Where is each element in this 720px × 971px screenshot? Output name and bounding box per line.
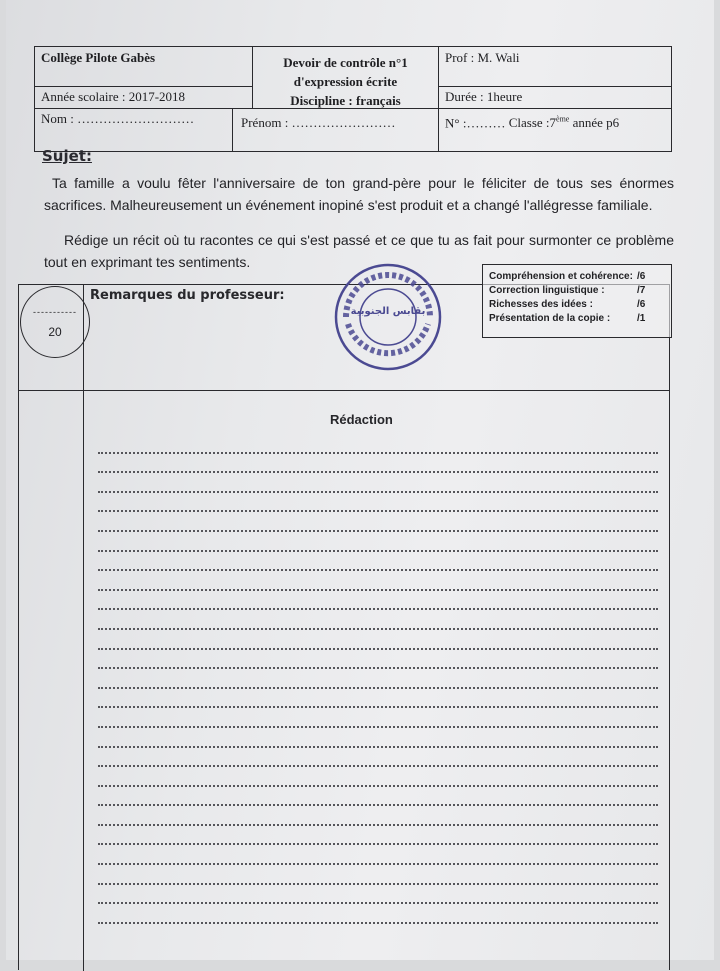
name-field[interactable]: Nom : ………………………: [35, 109, 233, 151]
criterion-points: /6: [637, 299, 646, 310]
header-table: [34, 46, 672, 152]
class-field: [509, 115, 619, 130]
writing-line[interactable]: [98, 493, 658, 513]
writing-line[interactable]: [98, 532, 658, 552]
exam-sheet: [6, 0, 714, 960]
writing-line[interactable]: [98, 630, 658, 650]
writing-line[interactable]: [98, 748, 658, 768]
grade-blank: -----------: [33, 307, 77, 317]
exam-duration: Durée : 1heure: [439, 87, 671, 109]
writing-line[interactable]: [98, 689, 658, 709]
writing-lines[interactable]: [98, 434, 658, 924]
class-sup: ème: [556, 115, 570, 124]
criterion-points: /1: [637, 313, 646, 324]
writing-margin: [83, 391, 84, 971]
exam-title-line1: Devoir de contrôle n°1: [283, 55, 408, 70]
firstname-field[interactable]: Prénom : ……………………: [233, 109, 439, 151]
writing-line[interactable]: [98, 826, 658, 846]
writing-line[interactable]: [98, 591, 658, 611]
writing-line[interactable]: [98, 865, 658, 885]
writing-line[interactable]: [98, 787, 658, 807]
writing-line[interactable]: [98, 728, 658, 748]
writing-line[interactable]: [98, 512, 658, 532]
class-prefix: Classe :7: [508, 115, 557, 131]
criterion-points: /6: [637, 271, 646, 282]
writing-line[interactable]: [98, 904, 658, 924]
writing-line[interactable]: [98, 708, 658, 728]
criterion-row: [489, 284, 665, 298]
writing-line[interactable]: [98, 669, 658, 689]
class-suffix: année p6: [569, 115, 620, 131]
criterion-label: Compréhension et cohérence:: [489, 271, 633, 282]
writing-heading: Rédaction: [330, 412, 393, 427]
criterion-label: Correction linguistique :: [489, 285, 605, 296]
writing-line[interactable]: [98, 845, 658, 865]
criterion-label: Richesses des idées :: [489, 299, 593, 310]
discipline: Discipline : français: [290, 93, 401, 108]
writing-line[interactable]: [98, 767, 658, 787]
subject-paragraph-1: Ta famille a voulu fêter l'anniversaire de ton grand-père pour le féliciter de tous ses énormes sacrifices. Malheureusement un événement inopiné s'est produit et a changé l'allégresse familiale.: [44, 175, 674, 213]
grade-oval[interactable]: [20, 286, 90, 358]
writing-line[interactable]: [98, 806, 658, 826]
writing-line[interactable]: [98, 571, 658, 591]
criterion-points: /7: [637, 285, 646, 296]
writing-line[interactable]: [98, 473, 658, 493]
writing-line[interactable]: [98, 885, 658, 905]
school-year: Année scolaire : 2017-2018: [35, 87, 253, 109]
subject-paragraph-2: Rédige un récit où tu racontes ce qui s'est passé et ce que tu as fait pour surmonter ce problème tout en exprimant tes sentiments.: [44, 232, 674, 270]
writing-line[interactable]: [98, 610, 658, 630]
number-class-field[interactable]: [439, 109, 671, 151]
number-field[interactable]: N° :………: [445, 115, 506, 131]
exam-title-line2: d'expression écrite: [293, 74, 398, 89]
writing-line[interactable]: [98, 434, 658, 454]
writing-line[interactable]: [98, 552, 658, 572]
writing-line[interactable]: [98, 650, 658, 670]
school-name: Collège Pilote Gabès: [35, 47, 253, 87]
criterion-row: [489, 312, 665, 326]
criterion-label: Présentation de la copie :: [489, 313, 611, 324]
exam-title: [253, 47, 439, 109]
teacher-name: Prof : M. Wali: [439, 47, 671, 87]
grade-total: 20: [48, 325, 62, 339]
criterion-row: [489, 298, 665, 312]
grading-box: [482, 264, 672, 338]
criterion-row: [489, 270, 665, 284]
subject-label: Sujet:: [42, 147, 92, 165]
writing-line[interactable]: [98, 454, 658, 474]
remarks-label: Remarques du professeur:: [90, 288, 285, 303]
stamp-text: بقابس الجنوبية: [350, 306, 426, 317]
school-stamp: [332, 262, 444, 372]
stamp-graphic: [332, 262, 444, 372]
